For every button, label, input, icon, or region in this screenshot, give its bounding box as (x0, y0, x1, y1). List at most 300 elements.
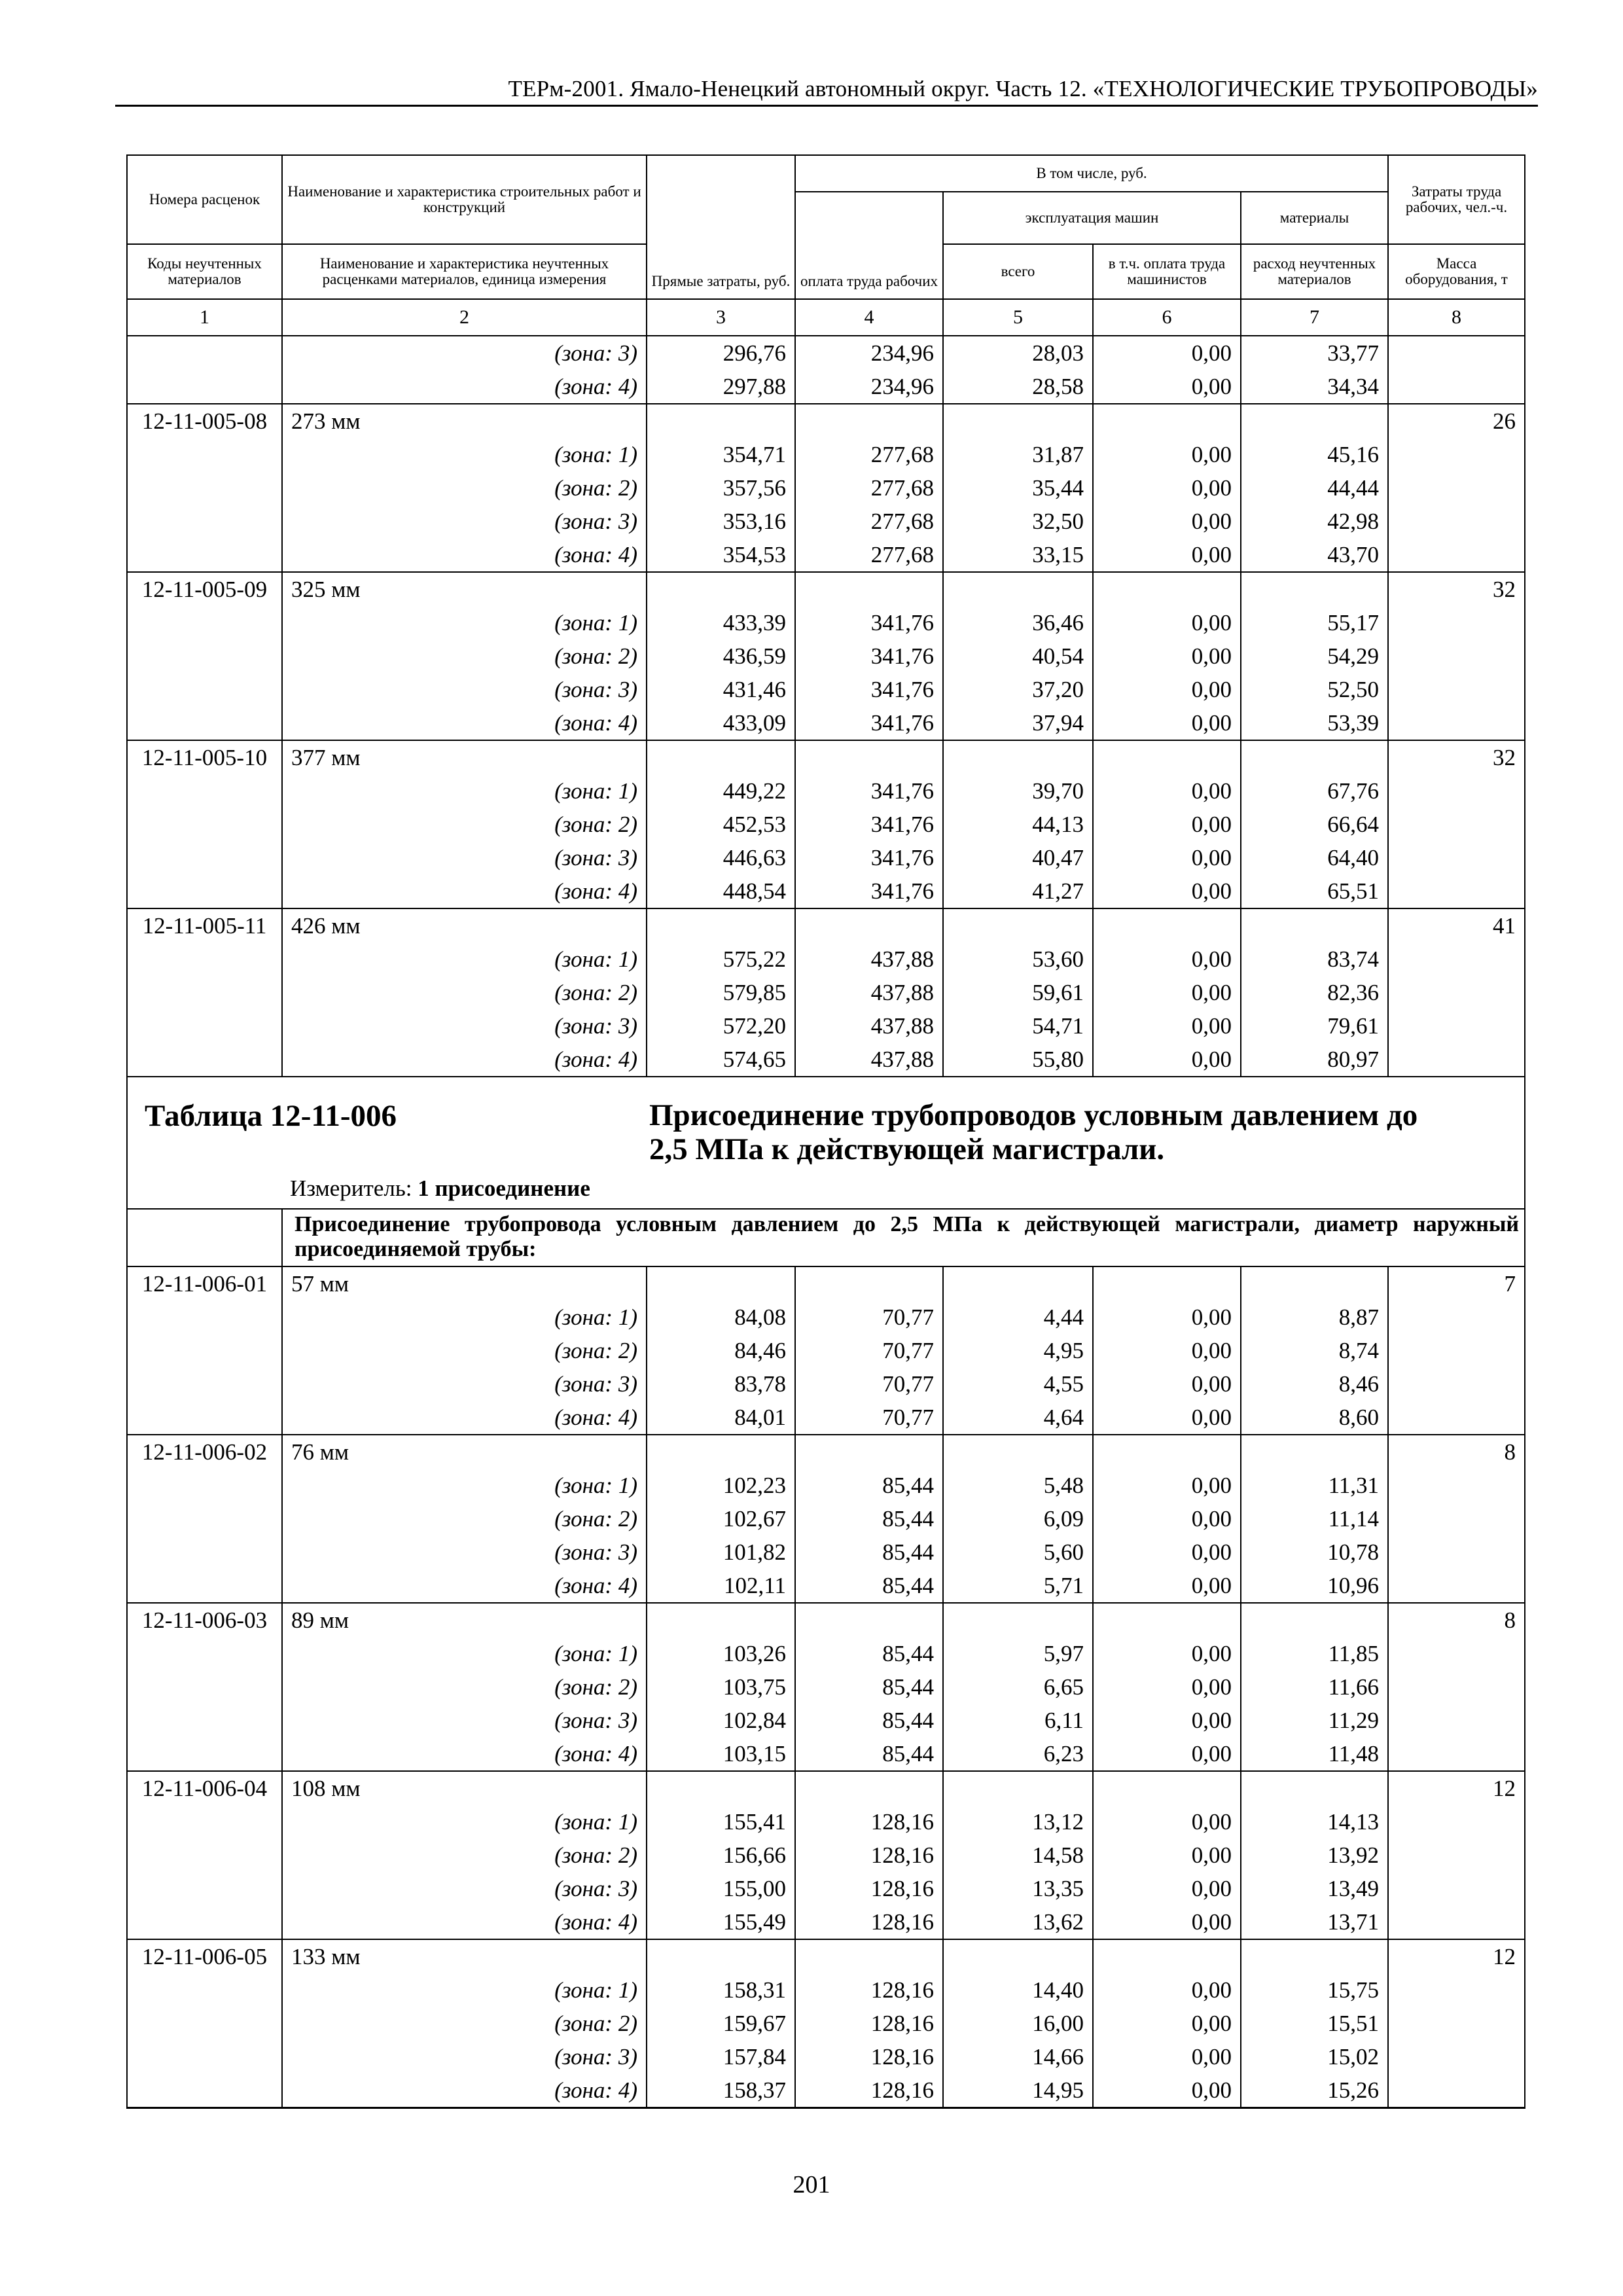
value-cell: 341,76 (795, 673, 943, 706)
value-cell: 14,95 (943, 2073, 1093, 2108)
value-cell: 42,98 (1241, 505, 1388, 538)
mass-cell (1388, 538, 1525, 572)
value-cell: 14,13 (1241, 1805, 1388, 1839)
mass-cell (1388, 1872, 1525, 1905)
value-cell (943, 908, 1093, 942)
mass-cell (1388, 1905, 1525, 1939)
header-machines-total: всего (943, 244, 1093, 299)
rate-name: 133 мм (282, 1939, 647, 1973)
column-number: 5 (943, 299, 1093, 336)
value-cell: 5,60 (943, 1535, 1093, 1569)
zone-row (127, 1502, 1525, 1535)
value-cell: 11,29 (1241, 1704, 1388, 1737)
code-cell (127, 438, 282, 471)
value-cell: 41,27 (943, 874, 1093, 908)
value-cell: 59,61 (943, 976, 1093, 1009)
equipment-mass: 8 (1388, 1603, 1525, 1637)
value-cell: 354,53 (647, 538, 795, 572)
group-heading-row (127, 1209, 1525, 1266)
zone-row (127, 1043, 1525, 1077)
value-cell: 65,51 (1241, 874, 1388, 908)
code-cell (127, 874, 282, 908)
value-cell: 158,37 (647, 2073, 795, 2108)
value-cell: 341,76 (795, 706, 943, 740)
zone-row (127, 1872, 1525, 1905)
measure-unit (290, 1175, 590, 1202)
value-cell (1241, 404, 1388, 438)
value-cell (1093, 908, 1241, 942)
value-cell: 11,48 (1241, 1737, 1388, 1771)
equipment-mass: 41 (1388, 908, 1525, 942)
mass-cell (1388, 2007, 1525, 2040)
value-cell (1093, 1266, 1241, 1300)
rate-item-row (127, 1771, 1525, 1805)
column-number: 6 (1093, 299, 1241, 336)
zone-label: (зона: 1) (282, 1637, 647, 1670)
value-cell: 0,00 (1093, 1737, 1241, 1771)
rate-code: 12-11-006-03 (127, 1603, 282, 1637)
mass-cell (1388, 1805, 1525, 1839)
mass-cell (1388, 606, 1525, 639)
zone-row (127, 336, 1525, 370)
value-cell: 296,76 (647, 336, 795, 370)
header-including: В том числе, руб. (795, 155, 1388, 192)
mass-cell (1388, 1535, 1525, 1569)
value-cell: 0,00 (1093, 706, 1241, 740)
zone-label: (зона: 2) (282, 808, 647, 841)
mass-cell (1388, 1637, 1525, 1670)
value-cell: 155,49 (647, 1905, 795, 1939)
header-machines-wages: в т.ч. оплата труда машинистов (1093, 244, 1241, 299)
value-cell (1093, 1603, 1241, 1637)
code-cell (127, 976, 282, 1009)
zone-label: (зона: 3) (282, 336, 647, 370)
zone-label: (зона: 4) (282, 1569, 647, 1603)
measure-prefix: Измеритель: (290, 1175, 412, 1201)
value-cell: 102,23 (647, 1469, 795, 1502)
zone-row (127, 606, 1525, 639)
value-cell (647, 1603, 795, 1637)
zone-label: (зона: 1) (282, 942, 647, 976)
value-cell: 0,00 (1093, 505, 1241, 538)
header-direct-costs: Прямые затраты, руб. (647, 155, 795, 299)
value-cell: 35,44 (943, 471, 1093, 505)
mass-cell (1388, 1300, 1525, 1334)
header-mass: Масса оборудования, т (1388, 244, 1525, 299)
value-cell: 357,56 (647, 471, 795, 505)
value-cell: 64,40 (1241, 841, 1388, 874)
zone-label: (зона: 2) (282, 1502, 647, 1535)
value-cell: 128,16 (795, 2040, 943, 2073)
rate-item-row (127, 908, 1525, 942)
value-cell: 53,60 (943, 942, 1093, 976)
value-cell (943, 740, 1093, 774)
mass-cell (1388, 1569, 1525, 1603)
header-rule (115, 105, 1538, 107)
rate-item-row (127, 1603, 1525, 1637)
rate-code: 12-11-005-11 (127, 908, 282, 942)
value-cell: 6,23 (943, 1737, 1093, 1771)
value-cell: 234,96 (795, 336, 943, 370)
zone-row (127, 1737, 1525, 1771)
value-cell: 85,44 (795, 1535, 943, 1569)
zone-label: (зона: 4) (282, 706, 647, 740)
rate-item-row (127, 404, 1525, 438)
value-cell: 0,00 (1093, 1704, 1241, 1737)
value-cell: 85,44 (795, 1737, 943, 1771)
value-cell: 341,76 (795, 841, 943, 874)
value-cell: 10,96 (1241, 1569, 1388, 1603)
value-cell: 53,39 (1241, 706, 1388, 740)
header-wages: оплата труда рабочих (795, 192, 943, 299)
zone-row (127, 774, 1525, 808)
mass-cell (1388, 438, 1525, 471)
rate-code: 12-11-005-09 (127, 572, 282, 606)
value-cell: 158,31 (647, 1973, 795, 2007)
equipment-mass: 7 (1388, 1266, 1525, 1300)
value-cell: 52,50 (1241, 673, 1388, 706)
header-labor: Затраты труда рабочих, чел.-ч. (1388, 155, 1525, 244)
column-number: 8 (1388, 299, 1525, 336)
zone-row (127, 942, 1525, 976)
table-heading (127, 1077, 1525, 1209)
value-cell: 128,16 (795, 2073, 943, 2108)
mass-cell (1388, 1839, 1525, 1872)
value-cell: 341,76 (795, 774, 943, 808)
mass-cell (1388, 1009, 1525, 1043)
code-cell (127, 1805, 282, 1839)
code-cell (127, 505, 282, 538)
rate-item-row (127, 740, 1525, 774)
zone-row (127, 2040, 1525, 2073)
rate-code: 12-11-005-08 (127, 404, 282, 438)
value-cell: 0,00 (1093, 1805, 1241, 1839)
value-cell: 431,46 (647, 673, 795, 706)
value-cell: 85,44 (795, 1704, 943, 1737)
zone-row (127, 1401, 1525, 1435)
value-cell: 8,74 (1241, 1334, 1388, 1367)
zone-label: (зона: 4) (282, 874, 647, 908)
zone-row (127, 673, 1525, 706)
mass-cell (1388, 673, 1525, 706)
rate-name: 426 мм (282, 908, 647, 942)
zone-label: (зона: 3) (282, 1367, 647, 1401)
value-cell: 82,36 (1241, 976, 1388, 1009)
mass-cell (1388, 1401, 1525, 1435)
table-number: Таблица 12-11-006 (145, 1099, 397, 1133)
header-materials: материалы (1241, 192, 1388, 244)
value-cell: 13,12 (943, 1805, 1093, 1839)
rate-item-row (127, 1266, 1525, 1300)
mass-cell (1388, 1704, 1525, 1737)
value-cell: 277,68 (795, 438, 943, 471)
value-cell: 83,78 (647, 1367, 795, 1401)
value-cell: 84,08 (647, 1300, 795, 1334)
code-cell (127, 1872, 282, 1905)
value-cell: 15,26 (1241, 2073, 1388, 2108)
mass-cell (1388, 706, 1525, 740)
value-cell: 85,44 (795, 1569, 943, 1603)
mass-cell (1388, 841, 1525, 874)
value-cell: 11,66 (1241, 1670, 1388, 1704)
value-cell: 33,15 (943, 538, 1093, 572)
zone-row (127, 1839, 1525, 1872)
table-body (127, 336, 1525, 2108)
value-cell: 84,01 (647, 1401, 795, 1435)
value-cell (1241, 908, 1388, 942)
value-cell: 128,16 (795, 2007, 943, 2040)
mass-cell (1388, 336, 1525, 370)
value-cell: 54,71 (943, 1009, 1093, 1043)
value-cell (795, 908, 943, 942)
value-cell (647, 572, 795, 606)
zone-row (127, 808, 1525, 841)
rate-name: 76 мм (282, 1435, 647, 1469)
value-cell (943, 404, 1093, 438)
value-cell: 0,00 (1093, 336, 1241, 370)
mass-cell (1388, 1502, 1525, 1535)
table-header (127, 155, 1525, 336)
value-cell: 155,41 (647, 1805, 795, 1839)
value-cell: 103,75 (647, 1670, 795, 1704)
value-cell: 8,46 (1241, 1367, 1388, 1401)
code-cell (127, 1839, 282, 1872)
value-cell (1093, 1771, 1241, 1805)
mass-cell (1388, 639, 1525, 673)
code-cell (127, 1670, 282, 1704)
rate-code: 12-11-005-10 (127, 740, 282, 774)
zone-label: (зона: 2) (282, 1839, 647, 1872)
value-cell: 13,35 (943, 1872, 1093, 1905)
value-cell (943, 1771, 1093, 1805)
value-cell (943, 1266, 1093, 1300)
value-cell (795, 1603, 943, 1637)
code-cell (127, 1469, 282, 1502)
value-cell: 39,70 (943, 774, 1093, 808)
value-cell: 354,71 (647, 438, 795, 471)
code-cell (127, 1009, 282, 1043)
value-cell (795, 1435, 943, 1469)
value-cell: 34,34 (1241, 370, 1388, 404)
value-cell: 297,88 (647, 370, 795, 404)
value-cell: 8,60 (1241, 1401, 1388, 1435)
value-cell: 0,00 (1093, 438, 1241, 471)
zone-row (127, 1637, 1525, 1670)
value-cell: 0,00 (1093, 1973, 1241, 2007)
value-cell: 0,00 (1093, 874, 1241, 908)
rate-name: 273 мм (282, 404, 647, 438)
value-cell: 13,71 (1241, 1905, 1388, 1939)
value-cell (1093, 1939, 1241, 1973)
value-cell (647, 1771, 795, 1805)
value-cell: 14,40 (943, 1973, 1093, 2007)
value-cell (647, 1266, 795, 1300)
zone-label: (зона: 4) (282, 2073, 647, 2108)
value-cell (1241, 740, 1388, 774)
zone-row (127, 1009, 1525, 1043)
value-cell: 128,16 (795, 1872, 943, 1905)
value-cell: 437,88 (795, 942, 943, 976)
value-cell: 0,00 (1093, 1300, 1241, 1334)
value-cell: 128,16 (795, 1805, 943, 1839)
value-cell (795, 404, 943, 438)
code-cell (127, 639, 282, 673)
header-codes-top: Номера расценок (127, 155, 282, 244)
value-cell: 572,20 (647, 1009, 795, 1043)
value-cell: 79,61 (1241, 1009, 1388, 1043)
value-cell: 0,00 (1093, 1569, 1241, 1603)
value-cell: 0,00 (1093, 1872, 1241, 1905)
value-cell: 103,15 (647, 1737, 795, 1771)
zone-row (127, 841, 1525, 874)
value-cell (647, 1435, 795, 1469)
equipment-mass: 12 (1388, 1939, 1525, 1973)
value-cell (795, 572, 943, 606)
zone-label: (зона: 2) (282, 639, 647, 673)
zone-label: (зона: 3) (282, 2040, 647, 2073)
value-cell: 0,00 (1093, 1535, 1241, 1569)
value-cell: 44,44 (1241, 471, 1388, 505)
value-cell (1241, 1939, 1388, 1973)
zone-label: (зона: 2) (282, 1334, 647, 1367)
group-heading: Присоединение трубопровода условным давлением до 2,5 МПа к действующей магистрали, диаметр наружный присоединяемой трубы: (282, 1209, 1525, 1266)
zone-row (127, 438, 1525, 471)
value-cell: 579,85 (647, 976, 795, 1009)
code-cell (127, 1401, 282, 1435)
code-cell (127, 1367, 282, 1401)
value-cell (1093, 572, 1241, 606)
rate-code: 12-11-006-04 (127, 1771, 282, 1805)
value-cell: 80,97 (1241, 1043, 1388, 1077)
mass-cell (1388, 774, 1525, 808)
value-cell: 159,67 (647, 2007, 795, 2040)
value-cell: 14,66 (943, 2040, 1093, 2073)
value-cell: 0,00 (1093, 2007, 1241, 2040)
value-cell: 341,76 (795, 874, 943, 908)
rate-name: 89 мм (282, 1603, 647, 1637)
value-cell (647, 404, 795, 438)
value-cell: 40,47 (943, 841, 1093, 874)
code-cell (127, 841, 282, 874)
page-number: 201 (793, 2171, 830, 2198)
zone-label: (зона: 4) (282, 1401, 647, 1435)
mass-cell (1388, 471, 1525, 505)
value-cell: 0,00 (1093, 1401, 1241, 1435)
zone-row (127, 505, 1525, 538)
value-cell: 452,53 (647, 808, 795, 841)
zone-label: (зона: 1) (282, 1805, 647, 1839)
zone-label: (зона: 3) (282, 505, 647, 538)
zone-label: (зона: 3) (282, 673, 647, 706)
rate-item-row (127, 1939, 1525, 1973)
mass-cell (1388, 505, 1525, 538)
header-name-top: Наименование и характеристика строительных работ и конструкций (282, 155, 647, 244)
value-cell (943, 1603, 1093, 1637)
value-cell: 8,87 (1241, 1300, 1388, 1334)
equipment-mass: 12 (1388, 1771, 1525, 1805)
value-cell: 85,44 (795, 1637, 943, 1670)
zone-label: (зона: 2) (282, 1670, 647, 1704)
value-cell (795, 740, 943, 774)
value-cell: 70,77 (795, 1401, 943, 1435)
value-cell: 55,80 (943, 1043, 1093, 1077)
value-cell: 0,00 (1093, 1469, 1241, 1502)
value-cell: 10,78 (1241, 1535, 1388, 1569)
value-cell: 45,16 (1241, 438, 1388, 471)
header-machines: эксплуатация машин (943, 192, 1241, 244)
value-cell: 33,77 (1241, 336, 1388, 370)
code-cell (127, 1737, 282, 1771)
zone-label: (зона: 4) (282, 1737, 647, 1771)
table-heading-row (127, 1077, 1525, 1209)
zone-label: (зона: 3) (282, 1704, 647, 1737)
value-cell (1241, 1603, 1388, 1637)
value-cell (1241, 1771, 1388, 1805)
value-cell (1093, 404, 1241, 438)
value-cell: 54,29 (1241, 639, 1388, 673)
mass-cell (1388, 1367, 1525, 1401)
value-cell: 0,00 (1093, 1502, 1241, 1535)
code-cell (127, 606, 282, 639)
table-heading-block (128, 1077, 1524, 1208)
value-cell: 0,00 (1093, 1009, 1241, 1043)
value-cell: 341,76 (795, 639, 943, 673)
code-cell (127, 1043, 282, 1077)
value-cell: 5,71 (943, 1569, 1093, 1603)
mass-cell (1388, 1334, 1525, 1367)
mass-cell (1388, 370, 1525, 404)
zone-label: (зона: 1) (282, 1300, 647, 1334)
code-cell (127, 774, 282, 808)
rate-name: 377 мм (282, 740, 647, 774)
rate-item-row (127, 1435, 1525, 1469)
value-cell: 37,94 (943, 706, 1093, 740)
value-cell: 36,46 (943, 606, 1093, 639)
value-cell: 13,49 (1241, 1872, 1388, 1905)
value-cell: 0,00 (1093, 606, 1241, 639)
mass-cell (1388, 1469, 1525, 1502)
value-cell: 0,00 (1093, 2073, 1241, 2108)
zone-label: (зона: 1) (282, 774, 647, 808)
running-header: ТЕРм-2001. Ямало-Ненецкий автономный округ. Часть 12. «ТЕХНОЛОГИЧЕСКИЕ ТРУБОПРОВОДЫ» (508, 76, 1538, 101)
zone-label: (зона: 4) (282, 1043, 647, 1077)
zone-label: (зона: 1) (282, 1469, 647, 1502)
column-number: 1 (127, 299, 282, 336)
value-cell: 277,68 (795, 505, 943, 538)
zone-row (127, 471, 1525, 505)
mass-cell (1388, 1043, 1525, 1077)
zone-label: (зона: 2) (282, 2007, 647, 2040)
value-cell: 102,11 (647, 1569, 795, 1603)
value-cell: 13,92 (1241, 1839, 1388, 1872)
code-cell (127, 1973, 282, 2007)
zone-row (127, 706, 1525, 740)
zone-label: (зона: 1) (282, 438, 647, 471)
value-cell: 102,84 (647, 1704, 795, 1737)
value-cell: 85,44 (795, 1502, 943, 1535)
zone-label: (зона: 3) (282, 841, 647, 874)
code-cell (127, 1569, 282, 1603)
value-cell (1241, 1435, 1388, 1469)
value-cell (795, 1939, 943, 1973)
value-cell: 13,62 (943, 1905, 1093, 1939)
rate-code: 12-11-006-02 (127, 1435, 282, 1469)
header-materials-sub: расход неучтенных материалов (1241, 244, 1388, 299)
code-cell (127, 2007, 282, 2040)
value-cell (943, 1435, 1093, 1469)
value-cell: 155,00 (647, 1872, 795, 1905)
zone-label: (зона: 4) (282, 1905, 647, 1939)
